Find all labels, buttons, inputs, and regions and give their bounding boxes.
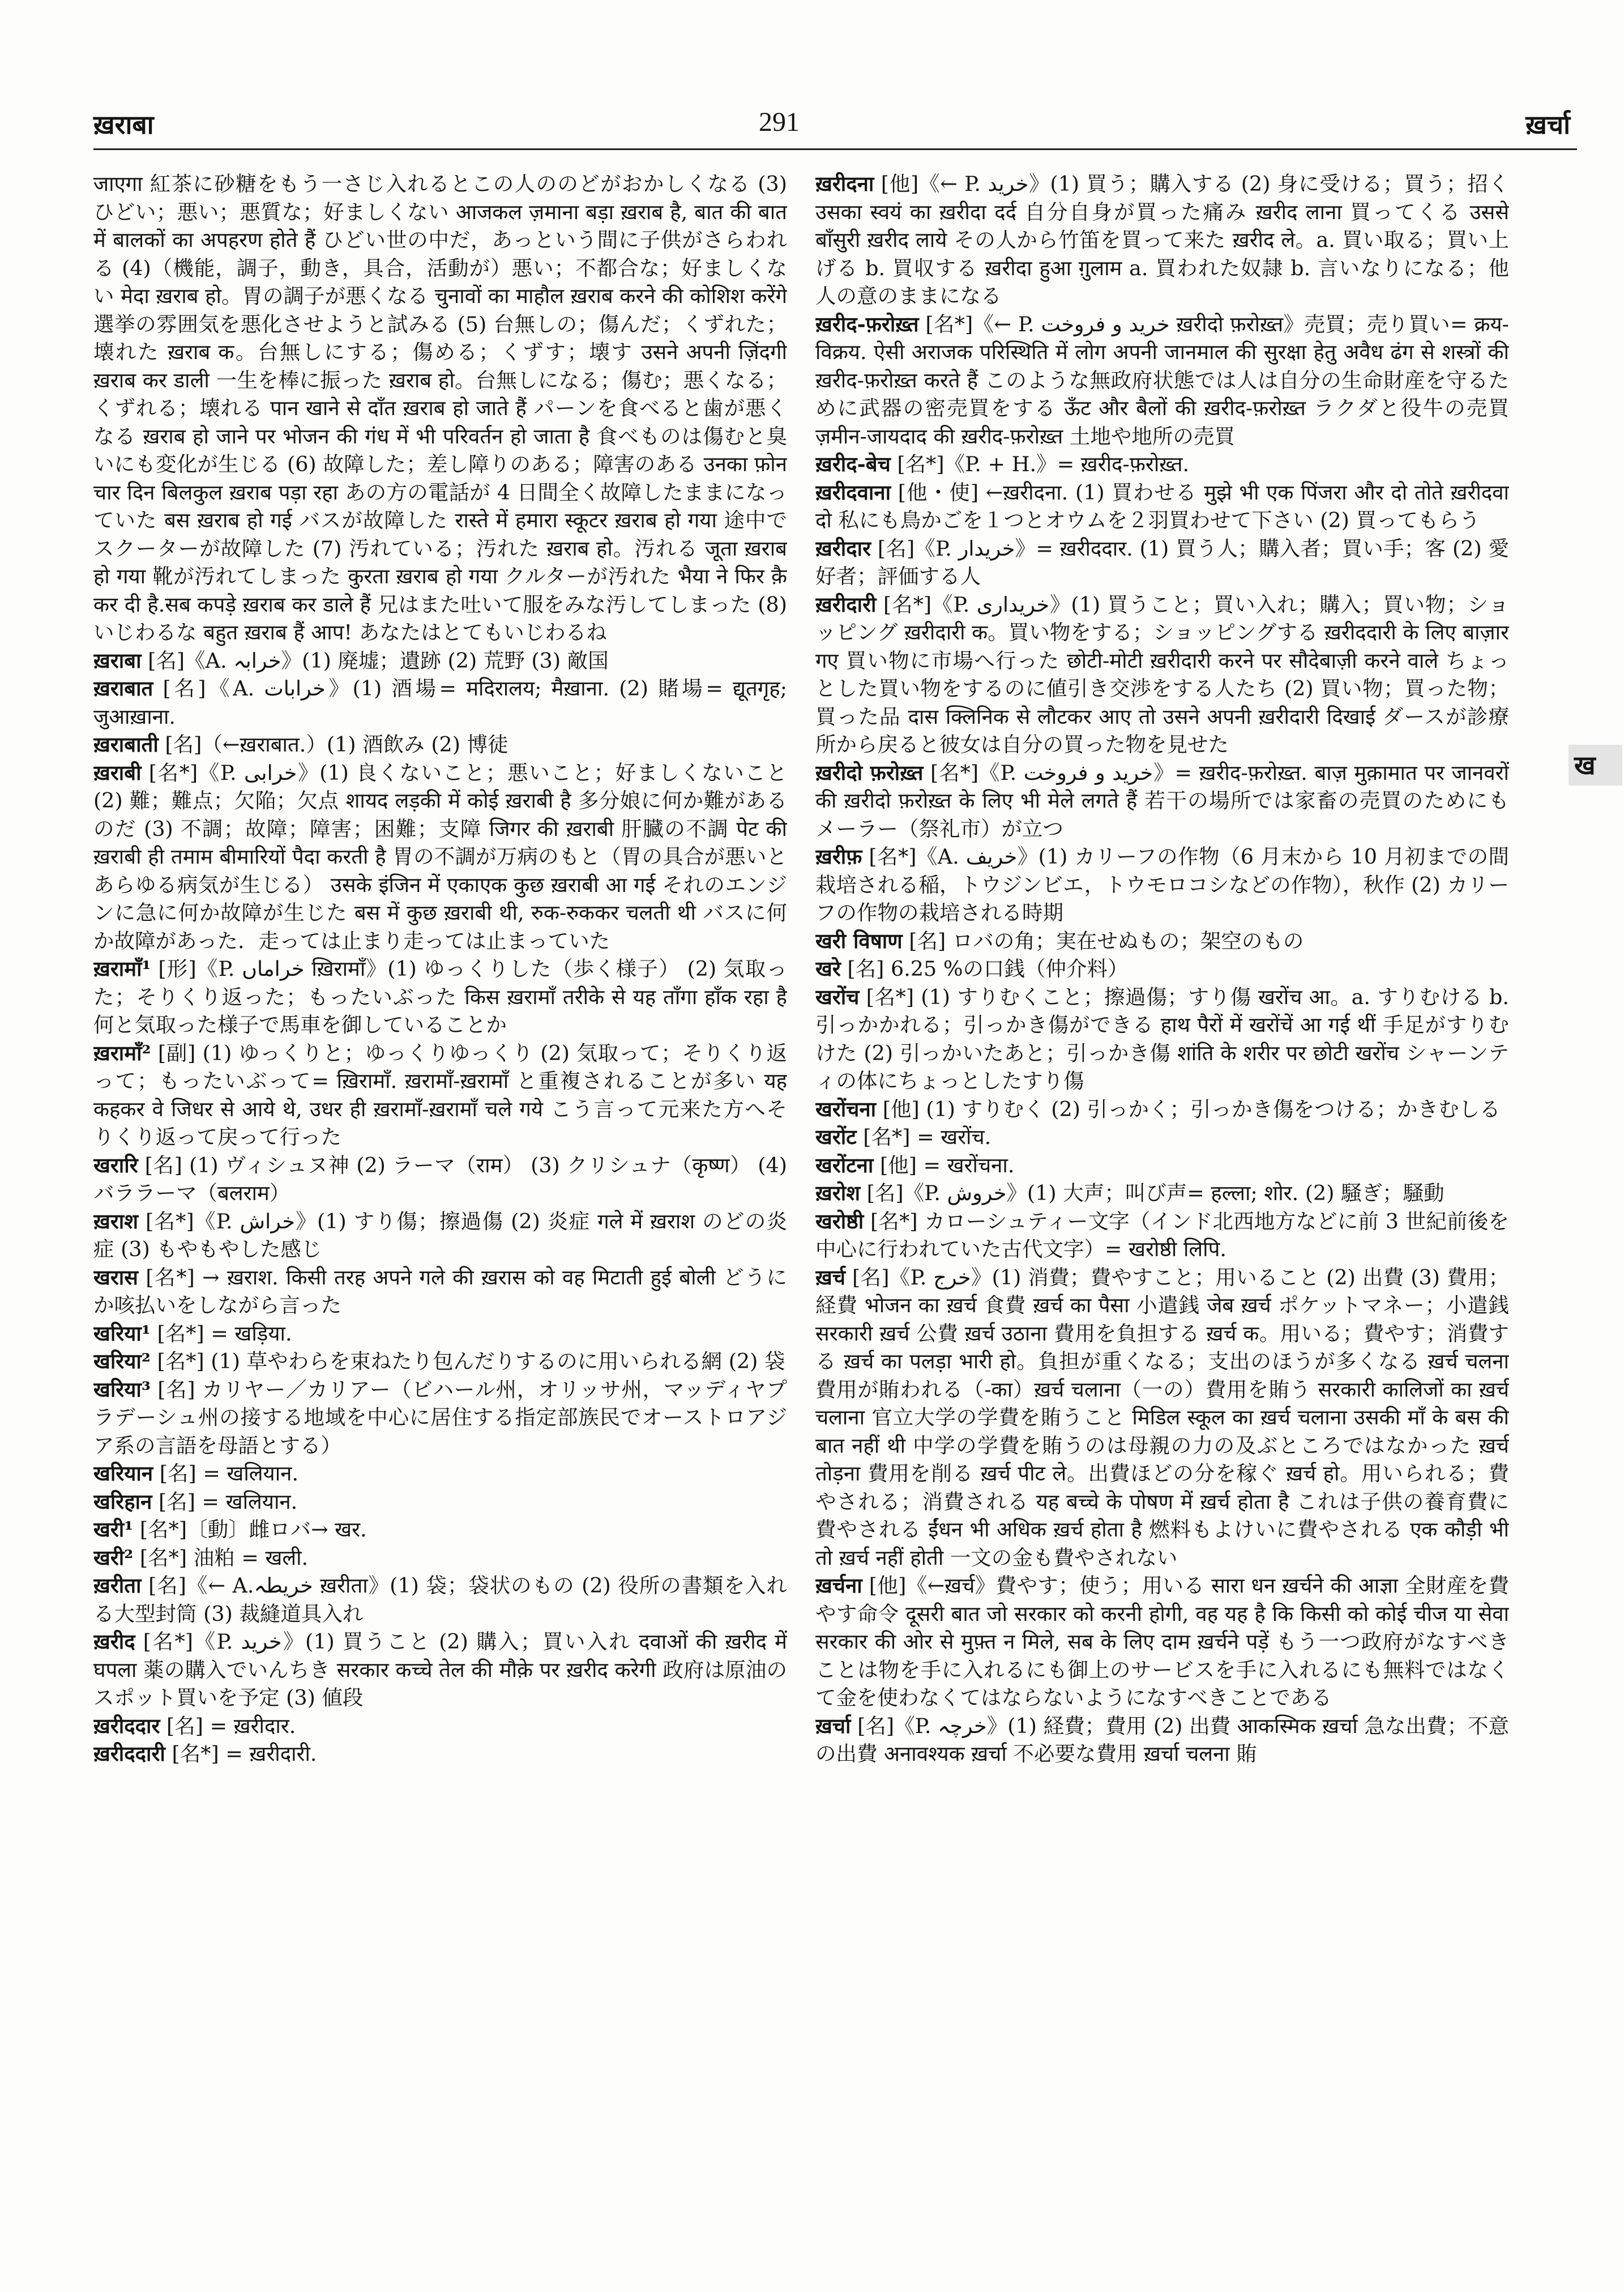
entry-headword: ख़राश: [93, 1209, 139, 1234]
entry-headword: ख़र्च: [815, 1265, 846, 1290]
dictionary-entry: [93, 1572, 787, 1628]
header-rule: [93, 148, 1577, 150]
entry-body: [名*]《P. خریداری》(1) 買うこと；買い入れ；購入；買い物；ショッピング ख़रीदारी क。買い物をする；ショッピングする ख़रीददारी के लिए बाज़ार गए 買い物に市場へ行った छोटी-मोटी ख़रीदारी करने पर सौदेबाज़ी करने वाले ちょっとした買い物をするのに値引き交渉をする人たち (2) 買い物；買った物；買った品 दास क्लिनिक से लौटकर आए तो उसने अपनी ख़रीदारी दिखाई ダースが診療所から戻ると彼女は自分の買った物を見せた: [815, 592, 1509, 757]
entry-body: [名*]《P. خراش》(1) すり傷；擦過傷 (2) 炎症 गले में ख़राश のどの炎症 (3) もやもやした感じ: [93, 1209, 787, 1261]
entry-body: [名*]《P. + H.》= ख़रीद-फ़रोख़्त.: [897, 452, 1190, 476]
entry-headword: खरोंटना: [815, 1153, 874, 1177]
entry-headword: खरियान: [93, 1461, 153, 1486]
entry-headword: ख़राबात: [93, 676, 153, 701]
entry-body: [名*]《← P. خرید و فروخت ख़रीदो फ़रोख़्त》売買；売り買い= क्रय-विक्रय. ऐसी अराजक परिस्थिति में लोग अपनी जानमाल की सुरक्षा हेतु अवैध ढंग से शस्त्रों की ख़रीद-फ़रोख़्त करते हैं このような無政府状態では人は自分の生命財産を守るために武器の密売買をする ऊँट और बैलों की ख़रीद-फ़रोख़्त ラクダと役牛の売買 ज़मीन-जायदाद की ख़रीद-फ़रोख़्त 土地や地所の売買: [815, 311, 1509, 449]
entry-headword: खरिया²: [93, 1349, 151, 1373]
entry-headword: खरी²: [93, 1545, 134, 1570]
entry-body: [名*] カローシュティー文字（インド北西地方などに前 3 世紀前後を中心に行われていた古代文字）= खरोष्ठी लिपि.: [815, 1209, 1509, 1261]
entry-headword: खरोंट: [815, 1125, 857, 1149]
entry-body: [名*]《A. خریف》(1) カリーフの作物（6 月末から 10 月初までの間栽培される稲，トウジンビエ，トウモロコシなどの作物），秋作 (2) カリーフの作物の栽培される時期: [815, 844, 1509, 925]
dictionary-entry: [815, 1151, 1509, 1180]
dictionary-entry: [93, 1347, 787, 1376]
dictionary-entry: [93, 1039, 787, 1151]
dictionary-entry: [93, 1712, 787, 1740]
entry-headword: ख़रीद-बेच: [815, 452, 891, 476]
entry-continuation: [93, 170, 787, 647]
entry-headword: ख़रीदो फ़रोख़्त: [815, 760, 924, 785]
dictionary-entry: [93, 1628, 787, 1712]
entry-body: [名*] = ख़रीदारी.: [172, 1742, 317, 1766]
page-number: 291: [759, 107, 800, 137]
dictionary-entry: [93, 731, 787, 759]
entry-headword: खरी विषाण: [815, 928, 903, 953]
dictionary-entry: [815, 955, 1509, 983]
entry-headword: खरिया¹: [93, 1321, 151, 1346]
entry-headword: ख़राबाती: [93, 732, 159, 757]
dictionary-entry: [815, 927, 1509, 955]
dictionary-entry: [93, 1516, 787, 1544]
dictionary-entry: [93, 759, 787, 955]
entry-headword: ख़रीदवाना: [815, 480, 891, 505]
entry-headword: ख़रीददार: [93, 1713, 160, 1738]
left-running-headword: ख़राबा: [93, 109, 154, 140]
thumb-index-tab: ख: [1569, 745, 1622, 786]
entry-headword: खरास: [93, 1265, 138, 1290]
dictionary-entry: [93, 1544, 787, 1572]
dictionary-entry: [93, 1459, 787, 1488]
dictionary-entry: [815, 1712, 1509, 1768]
entry-body: [名] = खलियान.: [158, 1489, 298, 1514]
entry-headword: खरोष्ठी: [815, 1209, 864, 1234]
entry-body: [名*] = खड़िया.: [157, 1321, 292, 1346]
dictionary-entry: [815, 843, 1509, 927]
entry-body: [形]《P. خراماں ख़िरामाँ》(1) ゆっくりした（歩く様子） (2) 気取った；そりくり返った；もったいぶった किस ख़रामाँ तरीके से यह ताँगा हाँक रहा है 何と気取った様子で馬車を御していることか: [93, 957, 787, 1037]
dictionary-entry: [815, 1095, 1509, 1124]
entry-headword: ख़रीददारी: [93, 1742, 165, 1766]
entry-headword: खरे: [815, 957, 841, 981]
entry-headword: खरोंचना: [815, 1096, 877, 1121]
entry-body: [名] ロバの角；実在せぬもの；架空のもの: [909, 928, 1304, 953]
entry-body: जाएगा 紅茶に砂糖をもう一さじ入れるとこの人ののどがおかしくなる (3) ひどい；悪い；悪質な；好ましくない आजकल ज़माना बड़ा ख़राब है, बात की बात में बालकों का अपहरण होते हैं ひどい世の中だ，あっという間に子供がさらわれる (4)（機能，調子，動き，具合，活動が）悪い；不都合な；好ましくない मेदा ख़राब हो。胃の調子が悪くなる चुनावों का माहौल ख़राब करने की कोशिश करेंगे 選挙の雰囲気を悪化させようと試みる (5) 台無しの；傷んだ；くずれた；壊れた ख़राब क。台無しにする；傷める；くずす；壊す उसने अपनी ज़िंदगी ख़राब कर डाली 一生を棒に振った ख़राब हो。台無しになる；傷む；悪くなる；くずれる；壊れる पान खाने से दाँत ख़राब हो जाते हैं パーンを食べると歯が悪くなる ख़राब हो जाने पर भोजन की गंध में भी परिवर्तन हो जाता है 食べものは傷むと臭いにも変化が生じる (6) 故障した；差し障りのある；障害のある उनका फ़ोन चार दिन बिलकुल ख़राब पड़ा रहा あの方の電話が 4 日間全く故障したままになっていた बस ख़राब हो गई バスが故障した रास्ते में हमारा स्कूटर ख़राब हो गया 途中でスクーターが故障した (7) 汚れている；汚れた ख़राब हो。汚れる जूता ख़राब हो गया 靴が汚れてしまった कुरता ख़राब हो गया クルターが汚れた भैया ने फिर क़ै कर दी है.सब कपड़े ख़राब कर डाले हैं 兄はまた吐いて服をみな汚してしまった (8) いじわるな बहुत ख़राब हैं आप! あなたはとてもいじわるね: [93, 172, 787, 645]
dictionary-entry: [93, 1376, 787, 1460]
dictionary-entry: [815, 310, 1509, 451]
dictionary-entry: [93, 1151, 787, 1207]
entry-body: [名] 6.25 %の口銭（仲介料）: [847, 957, 1129, 981]
dictionary-entry: [815, 1123, 1509, 1151]
entry-headword: ख़रामाँ¹: [93, 957, 151, 981]
entry-body: [名]《P. خرچہ》(1) 経費；費用 (2) 出費 आकस्मिक ख़र्चा 急な出費；不意の出費 अनावश्यक ख़र्चा 不必要な費用 ख़र्चा चलना 賄: [815, 1713, 1509, 1766]
dictionary-entry: [815, 759, 1509, 843]
left-column: [93, 170, 787, 2265]
entry-headword: ख़रीता: [93, 1573, 142, 1598]
dictionary-entry: [93, 955, 787, 1039]
entry-body: [名*]《P. خرابی》(1) 良くないこと；悪いこと；好ましくないこと (2) 難；難点；欠陥；欠点 शायद लड़की में कोई ख़राबी है 多分娘に何か難があるのだ (3) 不調；故障；障害；困難；支障 जिगर की ख़राबी 肝臓の不調 पेट की ख़राबी ही तमाम बीमारियों पैदा करती है 胃の不調が万病のもと（胃の具合が悪いとあらゆる病気が生じる） उसके इंजिन में एकाएक कुछ ख़राबी आ गई それのエンジンに急に何か故障が生じた बस में कुछ ख़राबी थी, रुक-रुककर चलती थी バスに何か故障があった．走っては止まり走っては止まっていた: [93, 760, 787, 953]
entry-body: [他] (1) すりむく (2) 引っかく；引っかき傷をつける；かきむしる: [882, 1096, 1501, 1121]
entry-body: [名] カリヤー／カリアー（ビハール州，オリッサ州，マッディヤプラデーシュ州の接する地域を中心に居住する指定部族民でオーストロアジア系の言語を母語とする）: [93, 1377, 787, 1458]
entry-body: [他] = खरोंचना.: [879, 1153, 1015, 1177]
entry-body: [名] = खलियान.: [159, 1461, 299, 1486]
right-running-headword: ख़र्चा: [1525, 109, 1570, 140]
entry-headword: खरारि: [93, 1153, 138, 1177]
entry-headword: ख़रामाँ²: [93, 1040, 151, 1065]
dictionary-entry: [93, 1488, 787, 1516]
entry-headword: खरिहान: [93, 1489, 152, 1514]
dictionary-entry: [93, 1264, 787, 1320]
dictionary-entry: [815, 983, 1509, 1095]
entry-body: [名*] → ख़राश. किसी तरह अपने गले की ख़रास को वह मिटाती हुई बोली どうにか咳払いをしながら言った: [93, 1265, 787, 1317]
entry-body: [名]《A. خرابہ》(1) 廃墟；遺跡 (2) 荒野 (3) 敵国: [148, 648, 609, 673]
dictionary-entry: [815, 1207, 1509, 1264]
entry-body: [副] (1) ゆっくりと；ゆっくりゆっくり (2) 気取って；そりくり返って；もったいぶって= ख़िरामाँ. ख़रामाँ-ख़रामाँ と重複されることが多い यह कहकर वे जिधर से आये थे, उधर ही ख़रामाँ-ख़रामाँ चले गये こう言って元来た方へそりくり返って戻って行った: [93, 1040, 787, 1149]
entry-headword: ख़र्चना: [815, 1573, 862, 1598]
entry-headword: खरी¹: [93, 1517, 134, 1542]
right-column: [815, 170, 1509, 2265]
dictionary-entry: [93, 1740, 787, 1768]
entry-body: [名]（←ख़राबात.）(1) 酒飲み (2) 博徒: [165, 732, 508, 757]
entry-headword: ख़रीद-फ़रोख़्त: [815, 311, 919, 336]
running-header: [0, 106, 1624, 146]
dictionary-entry: [815, 1179, 1509, 1207]
entry-body: [名]《P. خرج》(1) 消費；費やすこと；用いること (2) 出費 (3) 費用；経費 भोजन का ख़र्च 食費 ख़र्च का पैसा 小遣銭 जेब ख़र्च ポケットマネー；小遣銭 सरकारी ख़र्च 公費 ख़र्च उठाना 費用を負担する ख़र्च क。用いる；費やす；消費する ख़र्च का पलड़ा भारी हो。負担が重くなる；支出のほうが多くなる ख़र्च चलना 費用が賄われる（-का）ख़र्च चलाना（一の）費用を賄う सरकारी कालिजों का ख़र्च चलाना 官立大学の学費を賄うこと मिडिल स्कूल का ख़र्च चलाना उसकी माँ के बस की बात नहीं थी 中学の学費を賄うのは母親の力の及ぶところではなかった ख़र्च तोड़ना 費用を削る ख़र्च पीट ले。出費ほどの分を稼ぐ ख़र्च हो。用いられる；費やされる；消費される यह बच्चे के पोषण में ख़र्च होता है これは子供の養育費に費やされる ईंधन भी अधिक ख़र्च होता है 燃料もよけいに費やされる एक कौड़ी भी तो ख़र्च नहीं होती 一文の金も費やされない: [815, 1265, 1509, 1570]
dictionary-entry: [815, 1572, 1509, 1712]
entry-body: [名*]《P. خرید و فروخت》= ख़रीद-फ़रोख़्त. बाज़ मुक़ामात पर जानवरों की ख़रीदो फ़रोख़्त के लिए भी मेले लगते हैं 若干の場所では家畜の売買のためにもメーラー（祭礼市）が立つ: [815, 760, 1509, 841]
entry-headword: खरिया³: [93, 1377, 151, 1402]
entry-headword: ख़राबा: [93, 648, 142, 673]
entry-headword: खरोंच: [815, 984, 860, 1009]
entry-body: [名*] (1) すりむくこと；擦過傷；すり傷 खरोंच आ。a. すりむける b. 引っかかれる；引っかき傷ができる हाथ पैरों में खरोंचें आ गई थीं 手足がすりむけた (2) 引っかいたあと；引っかき傷 शांति के शरीर पर छोटी खरोंच シャーンティの体にちょっとしたすり傷: [815, 984, 1509, 1093]
entry-body: [他]《←ख़र्च》費やす；使う；用いる सारा धन ख़र्चने की आज्ञा 全財産を費やす命令 दूसरी बात जो सरकार को करनी होगी, वह यह है कि किसी को कोई चीज या सेवा सरकार की ओर से मुफ़्त न मिले, सब के लिए दाम ख़र्चने पड़ें もう一つ政府がなすべきことは物を手に入れるにも御上のサービスを手に入れるにも無料ではなくて金を使わなくてはならないようになすべきことである: [815, 1573, 1509, 1710]
entry-body: [名] (1) ヴィシュヌ神 (2) ラーマ（राम） (3) クリシュナ（कृष्ण） (4) バララーマ（बलराम）: [93, 1153, 787, 1205]
dictionary-entry: [815, 450, 1509, 479]
entry-body: [名]《← A.خریطہ ख़रीता》(1) 袋；袋状のもの (2) 役所の書類を入れる大型封筒 (3) 裁縫道具入れ: [93, 1573, 787, 1626]
entry-headword: ख़रीदार: [815, 536, 871, 561]
entry-body: [名]《P. خریدار》= ख़रीददार. (1) 買う人；購入者；買い手；客 (2) 愛好者；評価する人: [815, 536, 1509, 588]
dictionary-entry: [815, 479, 1509, 535]
entry-body: [名*] = खरोंच.: [863, 1125, 992, 1149]
entry-headword: ख़राबी: [93, 760, 142, 785]
entry-body: [名]《P. خروش》(1) 大声；叫び声= हल्ला; शोर. (2) 騒ぎ；騒動: [866, 1181, 1444, 1205]
entry-body: [名*]〔動〕雌ロバ→ खर.: [139, 1517, 367, 1542]
entry-body: [名*] 油粕 = खली.: [139, 1545, 309, 1570]
entry-body: [名*] (1) 草やわらを束ねたり包んだりするのに用いられる網 (2) 袋: [157, 1349, 785, 1373]
entry-headword: ख़रीदना: [815, 172, 874, 196]
entry-headword: ख़रीदारी: [815, 592, 877, 617]
dictionary-entry: [93, 647, 787, 675]
dictionary-entry: [93, 675, 787, 731]
dictionary-entry: [93, 1207, 787, 1264]
entry-headword: ख़र्चा: [815, 1713, 851, 1738]
entry-headword: ख़रोश: [815, 1181, 861, 1205]
entry-headword: ख़रीफ़: [815, 844, 862, 869]
dictionary-entry: [93, 1320, 787, 1348]
entry-headword: ख़रीद: [93, 1629, 135, 1654]
entry-body: [名]《A. خرابات》(1) 酒場= मदिरालय; मैख़ाना. (2) 賭場= द्यूतगृह; जुआख़ाना.: [93, 676, 787, 729]
entry-body: [他・使] ←ख़रीदना. (1) 買わせる मुझे भी एक पिंजरा और दो तोते ख़रीदवा दो 私にも鳥かごを１つとオウムを２羽買わせて下さい (2) 買ってもらう: [815, 480, 1509, 532]
entry-body: [名] = ख़रीदार.: [166, 1713, 296, 1738]
dictionary-entry: [815, 170, 1509, 310]
dictionary-entry: [815, 591, 1509, 759]
dictionary-entry: [815, 535, 1509, 591]
dictionary-entry: [815, 1264, 1509, 1572]
entry-body: [他]《← P. خرید》(1) 買う；購入する (2) 身に受ける；買う；招く उसका स्वयं का ख़रीदा दर्द 自分自身が買った痛み ख़रीद लाना 買ってくる उससे बाँसुरी ख़रीद लाये その人から竹笛を買って来た ख़रीद ले。a. 買い取る；買い上げる b. 買収する ख़रीदा हुआ ग़ुलाम a. 買われた奴隷 b. 言いなりになる；他人の意のままになる: [815, 172, 1509, 308]
entry-body: [名*]《P. خرید》(1) 買うこと (2) 購入；買い入れ दवाओं की ख़रीद में घपला 薬の購入でいんちき सरकार कच्चे तेल की मौक़े पर ख़रीद करेगी 政府は原油のスポット買いを予定 (3) 値段: [93, 1629, 787, 1710]
